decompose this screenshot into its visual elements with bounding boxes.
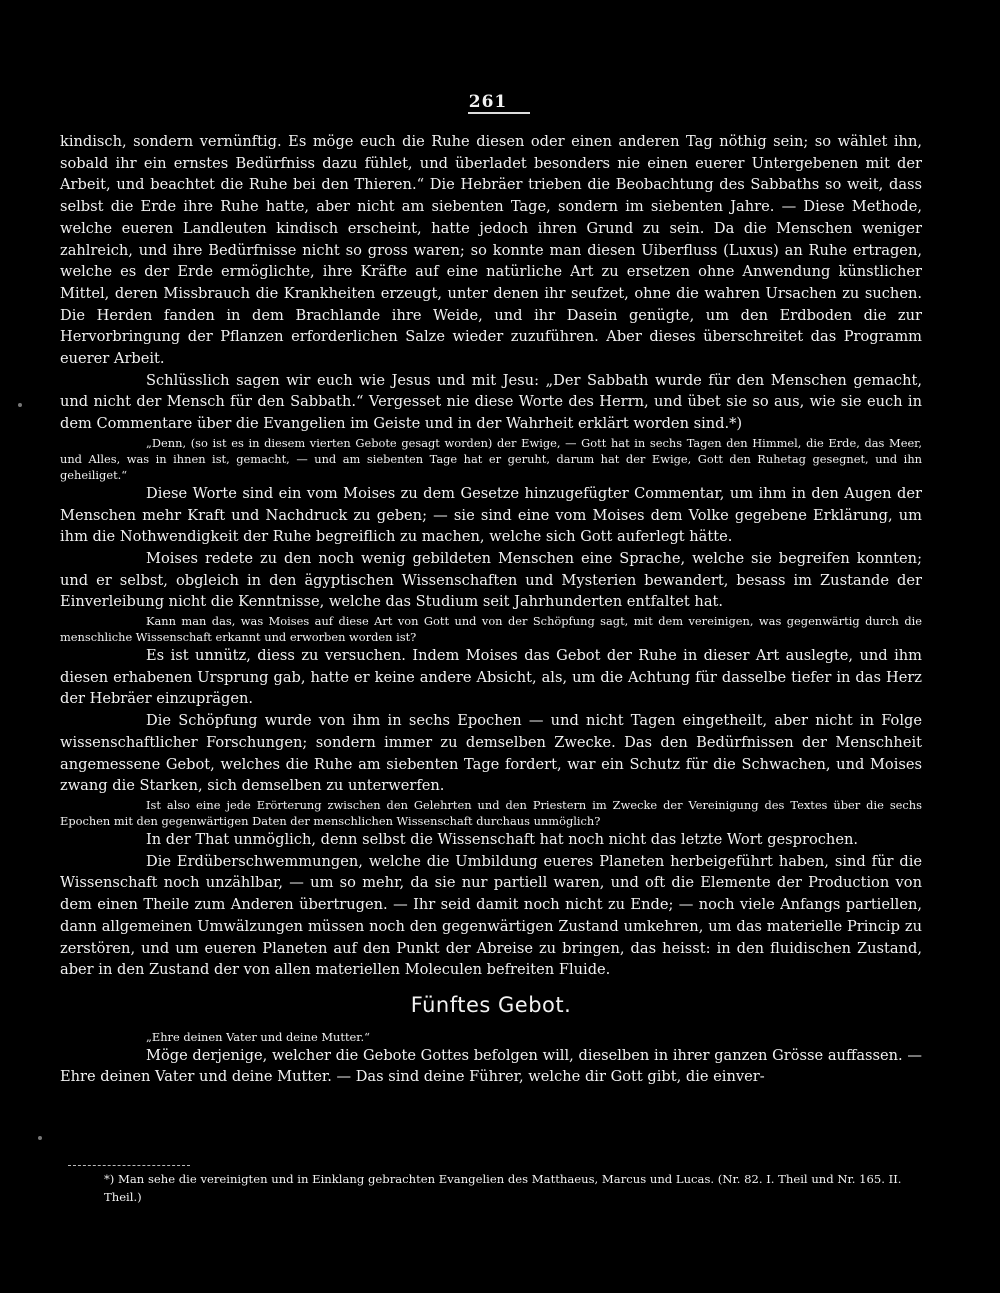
question-2: Ist also eine jede Erörterung zwischen den Gelehrten und den Priestern im Zwecke der Vereinigung des Textes über die sechs Epochen mit den gegenwärtigen Daten der menschlichen Wissenschaft durchaus unmöglich? [60, 797, 922, 828]
paragraph-4: Moises redete zu den noch wenig gebildeten Menschen eine Sprache, welche sie begreifen konnten; und er selbst, obgleich in den ägyptischen Wissenschaften und Mysterien bewandert, besass im Zustande der Einverleibung nicht die Kenntnisse, welche das Studium seit Jahrhunderten entfaltet hat. [60, 549, 922, 611]
main-text [60, 131, 922, 1088]
paragraph-8: Die Erdüberschwemmungen, welche die Umbildung eueres Planeten herbeigeführt haben, sind für die Wissenschaft noch unzählbar, — um so mehr, da sie nur partiell waren, und oft die Elemente der Production von dem einen Theile zum Anderen übertrugen. — Ihr seid damit noch nicht zu Ende; — noch viele Anfangs partiellen, dann allgemeinen Umwälzungen müssen noch den gegenwärtigen Zustand umkehren, um das materielle Princip zu zerstören, und um eueren Planeten auf den Punkt der Abreise zu bringen, das heisst: in den fluidischen Zustand, aber in den Zustand der von allen materiellen Moleculen befreiten Fluide. [60, 852, 922, 979]
footnote: *) Man sehe die vereinigten und in Einklang gebrachten Evangelien des Matthaeus, Marcus und Lucas. (Nr. 82. I. Theil und Nr. 165. II. Theil.) [104, 1172, 902, 1204]
footnote-rule [68, 1165, 190, 1166]
page-number: 261 [468, 92, 508, 112]
paragraph-5: Es ist unnütz, diess zu versuchen. Indem Moises das Gebot der Ruhe in dieser Art auslegte, und ihm diesen erhabenen Ursprung gab, hatte er keine andere Absicht, als, um die Achtung für dasselbe tiefer in das Herz der Hebräer einzuprägen. [60, 647, 922, 708]
paragraph-7: In der That unmöglich, denn selbst die Wissenschaft hat noch nicht das letzte Wort gesprochen. [146, 830, 859, 848]
paragraph-3: Diese Worte sind ein vom Moises zu dem Gesetze hinzugefügter Commentar, um ihm in den Augen der Menschen mehr Kraft und Nachdruck zu geben; — sie sind eine vom Moises dem Volke gegebene Erklärung, um ihm die Nothwendigkeit der Ruhe begreiflich zu machen, welche sich Gott auferlegt hätte. [60, 484, 922, 546]
section-paragraph-1: Möge derjenige, welcher die Gebote Gottes befolgen will, dieselben in ihrer ganzen Grösse auffassen. — Ehre deinen Vater und deine Mutter. — Das sind deine Führer, welche dir Gott gibt, die einver- [60, 1046, 922, 1086]
paragraph-2: Schlüsslich sagen wir euch wie Jesus und mit Jesu: „Der Sabbath wurde für den Menschen gemacht, und nicht der Mensch für den Sabbath.“ Vergesset nie diese Worte des Herrn, und übet sie so aus, wie sie euch in dem Commentare über die Evangelien im Geiste und in der Wahrheit erklärt worden sind.*) [60, 371, 922, 433]
section-heading: Fünftes Gebot. [410, 992, 572, 1017]
quotation-fourth-commandment: „Denn, (so ist es in diesem vierten Gebote gesagt worden) der Ewige, — Gott hat in sechs Tagen den Himmel, die Erde, das Meer, und Alles, was in ihnen ist, gemacht, — und am siebenten Tage hat er geruht, darum hat der Ewige, Gott den Ruhetag gesegnet, und ihn geheiliget.“ [60, 435, 922, 482]
scan-speck [38, 1136, 42, 1140]
commandment-quote: „Ehre deinen Vater und deine Mutter.“ [146, 1029, 370, 1044]
paragraph-6: Die Schöpfung wurde von ihm in sechs Epochen — und nicht Tagen eingetheilt, aber nicht in Folge wissenschaftlicher Forschungen; sondern immer zu demselben Zwecke. Das den Bedürfnissen der Menschheit angemessene Gebot, welches die Ruhe am siebenten Tage fordert, war ein Schutz für die Schwachen, und Moises zwang die Starken, sich demselben zu unterwerfen. [60, 712, 922, 795]
question-1: Kann man das, was Moises auf diese Art von Gott und von der Schöpfung sagt, mit dem vereinigen, was gegenwärtig durch die menschliche Wissenschaft erkannt und erworben worden ist? [60, 614, 922, 645]
paragraph-1: kindisch, sondern vernünftig. Es möge euch die Ruhe diesen oder einen anderen Tag nöthig sein; so wählet ihn, sobald ihr ein ernstes Bedürfniss dazu fühlet, und überladet besonders nie einen euerer Untergebenen mit der Arbeit, und beachtet die Ruhe bei den Thieren.“ Die Hebräer trieben die Beobachtung des Sabbaths so weit, dass selbst die Erde ihre Ruhe hatte, aber nicht am siebenten Tage, sondern im siebenten Jahre. — Diese Methode, welche eueren Landleuten kindisch erscheint, hatte jedoch ihren Grund zu sein. Da die Menschen weniger zahlreich, und ihre Bedürfnisse nicht so gross waren; so konnte man diesen Uiberfluss (Luxus) an Ruhe ertragen, welche es der Erde ermöglichte, ihre Kräfte auf eine natürliche Art zu ersetzen ohne Anwendung künstlicher Mittel, deren Missbrauch die Krankheiten erzeugt, unter denen ihr seufzet, ohne die wahren Ursachen zu suchen. Die Herden fanden in dem Brachlande ihre Weide, und ihr Dasein genügte, um den Erdboden die zur Hervorbringung der Pflanzen erforderlichen Salze wieder zuzuführen. Aber dieses überschreitet das Programm euerer Arbeit. [60, 133, 922, 368]
scan-speck [18, 403, 22, 407]
page-number-rule [468, 112, 530, 114]
